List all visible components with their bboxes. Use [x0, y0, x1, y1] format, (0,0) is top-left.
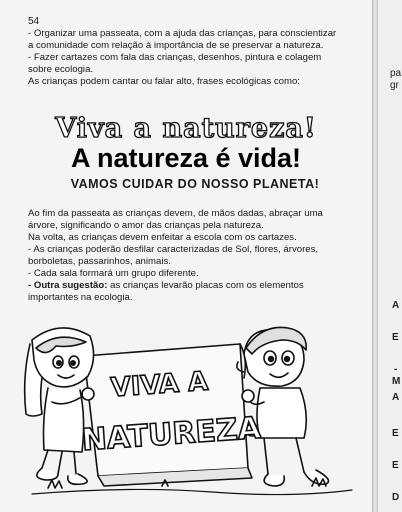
text-line: - Organizar uma passeata, com a ajuda das crianças, para conscientizar	[28, 28, 337, 39]
text-line: a comunidade com relação à importância de se preservar a natureza.	[28, 40, 324, 51]
fragment: A	[392, 392, 400, 403]
fragment: gr	[390, 80, 399, 91]
sign-text-line2: NATUREZA	[80, 410, 263, 459]
text-line: - Cada sala formará um grupo diferente.	[28, 268, 199, 279]
text-line: Na volta, as crianças devem enfeitar a escola com os cartazes.	[28, 232, 297, 243]
fragment: E	[392, 332, 399, 343]
fragment: M	[392, 376, 401, 387]
children-holding-sign-illustration	[12, 318, 364, 508]
fragment: E	[392, 428, 399, 439]
boy-figure	[237, 327, 329, 486]
text-line: árvore, significando o amor das crianças pela natureza.	[28, 220, 264, 231]
fragment: -	[394, 364, 398, 375]
text-line: sobre ecologia.	[28, 64, 94, 75]
slogan-bold: A natureza é vida!	[70, 143, 302, 173]
page-number: 54	[28, 16, 40, 27]
fragment: pa	[390, 68, 402, 79]
suggestion-text: as crianças levarão placas com os elementos	[107, 280, 304, 291]
slogan-outline: Viva a natureza!	[55, 113, 317, 144]
text-line: borboletas, passarinhos, animais.	[28, 256, 171, 267]
intro-paragraph	[28, 28, 364, 88]
slogan-caps: VAMOS CUIDAR DO NOSSO PLANETA!	[70, 177, 320, 191]
fragment: D	[392, 492, 400, 503]
text-line: Ao fim da passeata as crianças devem, de mãos dadas, abraçar uma	[28, 208, 323, 219]
fragment: A	[392, 300, 400, 311]
suggestion-line	[28, 280, 364, 292]
text-line: - Fazer cartazes com fala das crianças, desenhos, pintura e colagem	[28, 52, 322, 63]
text-line: As crianças podem cantar ou falar alto, frases ecológicas como:	[28, 76, 300, 87]
adjacent-page-edge	[378, 0, 402, 512]
suggestion-label: - Outra sugestão:	[28, 280, 108, 291]
fragment: E	[392, 460, 399, 471]
text-line: - As crianças poderão desfilar caracterizadas de Sol, flores, árvores,	[28, 244, 319, 255]
girl-figure	[25, 328, 94, 484]
body-paragraph	[28, 208, 364, 304]
sign-text-line1: VIVA A	[109, 366, 210, 404]
text-line: importantes na ecologia.	[28, 292, 133, 303]
